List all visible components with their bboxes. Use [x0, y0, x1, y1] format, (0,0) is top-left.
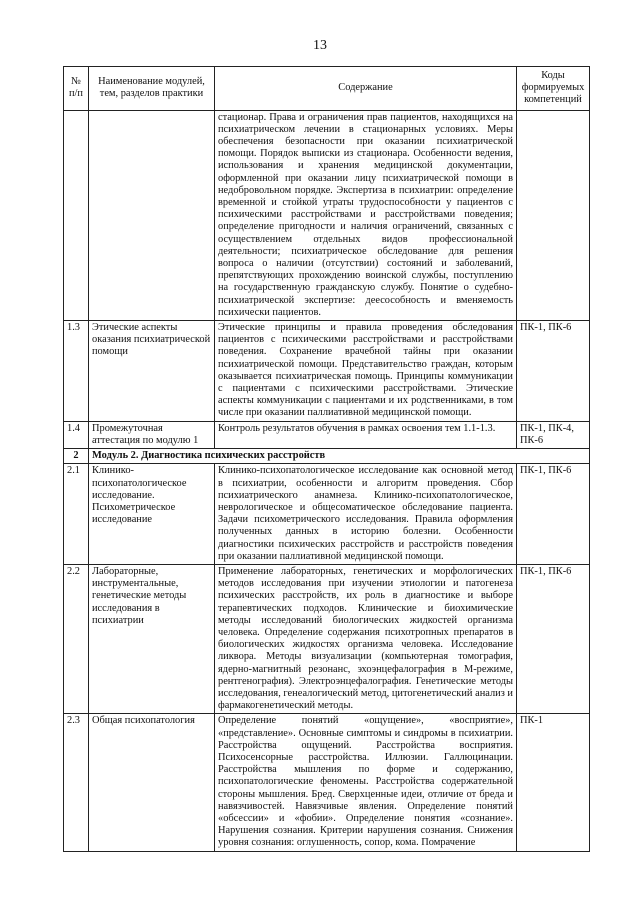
row-name: Лабораторные, инструментальные, генетические методы исследования в психиатрии	[89, 564, 215, 713]
row-num: 1.3	[64, 321, 89, 422]
row-codes: ПК-1, ПК-6	[517, 321, 590, 422]
table-row	[64, 321, 590, 422]
header-content: Содержание	[215, 67, 517, 111]
row-content: Определение понятий «ощущение», «восприятие», «представление». Основные симптомы и синдромы в психиатрии. Расстройства ощущений. Расстройства восприятия. Психосенсорные расстройства. Иллюзии. Галлюцинации. Расстройства мышления по форме и содержанию, психопатологические феномены. Расстройства содержательной стороны мышления. Бред. Сверхценные идеи, отличие от бреда и навязчивостей. Навязчивые явления. Определение понятий «обсессии» и «фобии». Определение понятия «сознание». Нарушения сознания. Критерии нарушения сознания. Снижения уровня сознания: оглушенность, сопор, кома. Помрачение	[215, 714, 517, 851]
row-codes	[517, 110, 590, 320]
row-content: Клинико-психопатологическое исследование как основной метод в психиатрии, особенности и алгоритм проведения. Сбор психиатрического анамнеза. Клинико-психопатологическое, неврологическое и общесоматическое обследование пациента. Задачи психометрического исследования. Правила оформления полученных данных в историю болезни. Особенности диагностики психических расстройств и расстройств поведения при оказании паллиативной медицинской помощи.	[215, 464, 517, 565]
table-row	[64, 714, 590, 851]
header-num: № п/п	[64, 67, 89, 111]
row-num: 2.2	[64, 564, 89, 713]
row-name: Этические аспекты оказания психиатрической помощи	[89, 321, 215, 422]
row-num: 2.1	[64, 464, 89, 565]
row-content: Этические принципы и правила проведения обследования пациентов с психическими расстройствами и расстройствами поведения. Сохранение врачебной тайны при оказании психиатрической помощи. Представительство граждан, которым оказывается психиатрическая помощь. Принципы коммуникации с пациентами с психическими расстройствами. Этические аспекты коммуникации с пациентами и их родственниками, в том числе при оказании паллиативной медицинской помощи.	[215, 321, 517, 422]
row-num: 2.3	[64, 714, 89, 851]
table-header-row	[64, 67, 590, 111]
row-name	[89, 110, 215, 320]
row-num: 1.4	[64, 421, 89, 448]
row-codes: ПК-1	[517, 714, 590, 851]
table-row	[64, 110, 590, 320]
row-content: стационар. Права и ограничения прав пациентов, находящихся на психиатрическом лечении в стационарных условиях. Меры обеспечения безопасности при оказании психиатрической помощи. Порядок выписки из стационара. Особенности ведения, использования и хранения медицинской документации, оформленной при оказании лицу психиатрической помощи в недобровольном порядке. Экспертиза в психиатрии: определение временной и стойкой утраты трудоспособности у пациентов с психическими расстройствами и расстройствами поведения; определение пригодности и наличия ограничений, связанных с осуществлением отдельных видов профессиональной деятельности; психиатрическое обследование для решения вопроса о наличии (отсутствии) состояний и заболеваний, препятствующих прохождению воинской службы, поступлению на государственную гражданскую службу. Понятие о судебно-психиатрической экспертизе: деесособность и вменяемость психически пациентов.	[215, 110, 517, 320]
row-codes: ПК-1, ПК-4, ПК-6	[517, 421, 590, 448]
module-title: Модуль 2. Диагностика психических расстройств	[89, 449, 590, 464]
row-content: Контроль результатов обучения в рамках освоения тем 1.1-1.3.	[215, 421, 517, 448]
header-name: Наименование модулей, тем, разделов практики	[89, 67, 215, 111]
row-content: Применение лабораторных, генетических и морфологических методов исследования при изучении этиологии и патогенеза психических расстройств, их роль в диагностике и выборе терапевтических подходов. Клинические и биохимические методы исследований биологических жидкостей организма человека. Определение содержания психотропных препаратов в биологических жидкостях организма человека. Исследование ликвора. Методы визуализации (компьютерная томография, ядерно-магнитный резонанс, эхоэнцефалография в М-режиме, рентгенография). Электроэнцефалография. Генетические методы исследования, генеалогический метод, цитогенетический анализ и фармакогенетический методы.	[215, 564, 517, 713]
program-table	[63, 66, 590, 852]
module-num: 2	[64, 449, 89, 464]
row-name: Клинико-психопатологическое исследование. Психометрическое исследование	[89, 464, 215, 565]
table-row	[64, 464, 590, 565]
header-codes: Коды формируемых компетенций	[517, 67, 590, 111]
page-number: 13	[313, 38, 327, 53]
module-row	[64, 449, 590, 464]
row-num	[64, 110, 89, 320]
row-codes: ПК-1, ПК-6	[517, 564, 590, 713]
table-row	[64, 421, 590, 448]
row-name: Промежуточная аттестация по модулю 1	[89, 421, 215, 448]
row-name: Общая психопатология	[89, 714, 215, 851]
row-codes: ПК-1, ПК-6	[517, 464, 590, 565]
table-row	[64, 564, 590, 713]
